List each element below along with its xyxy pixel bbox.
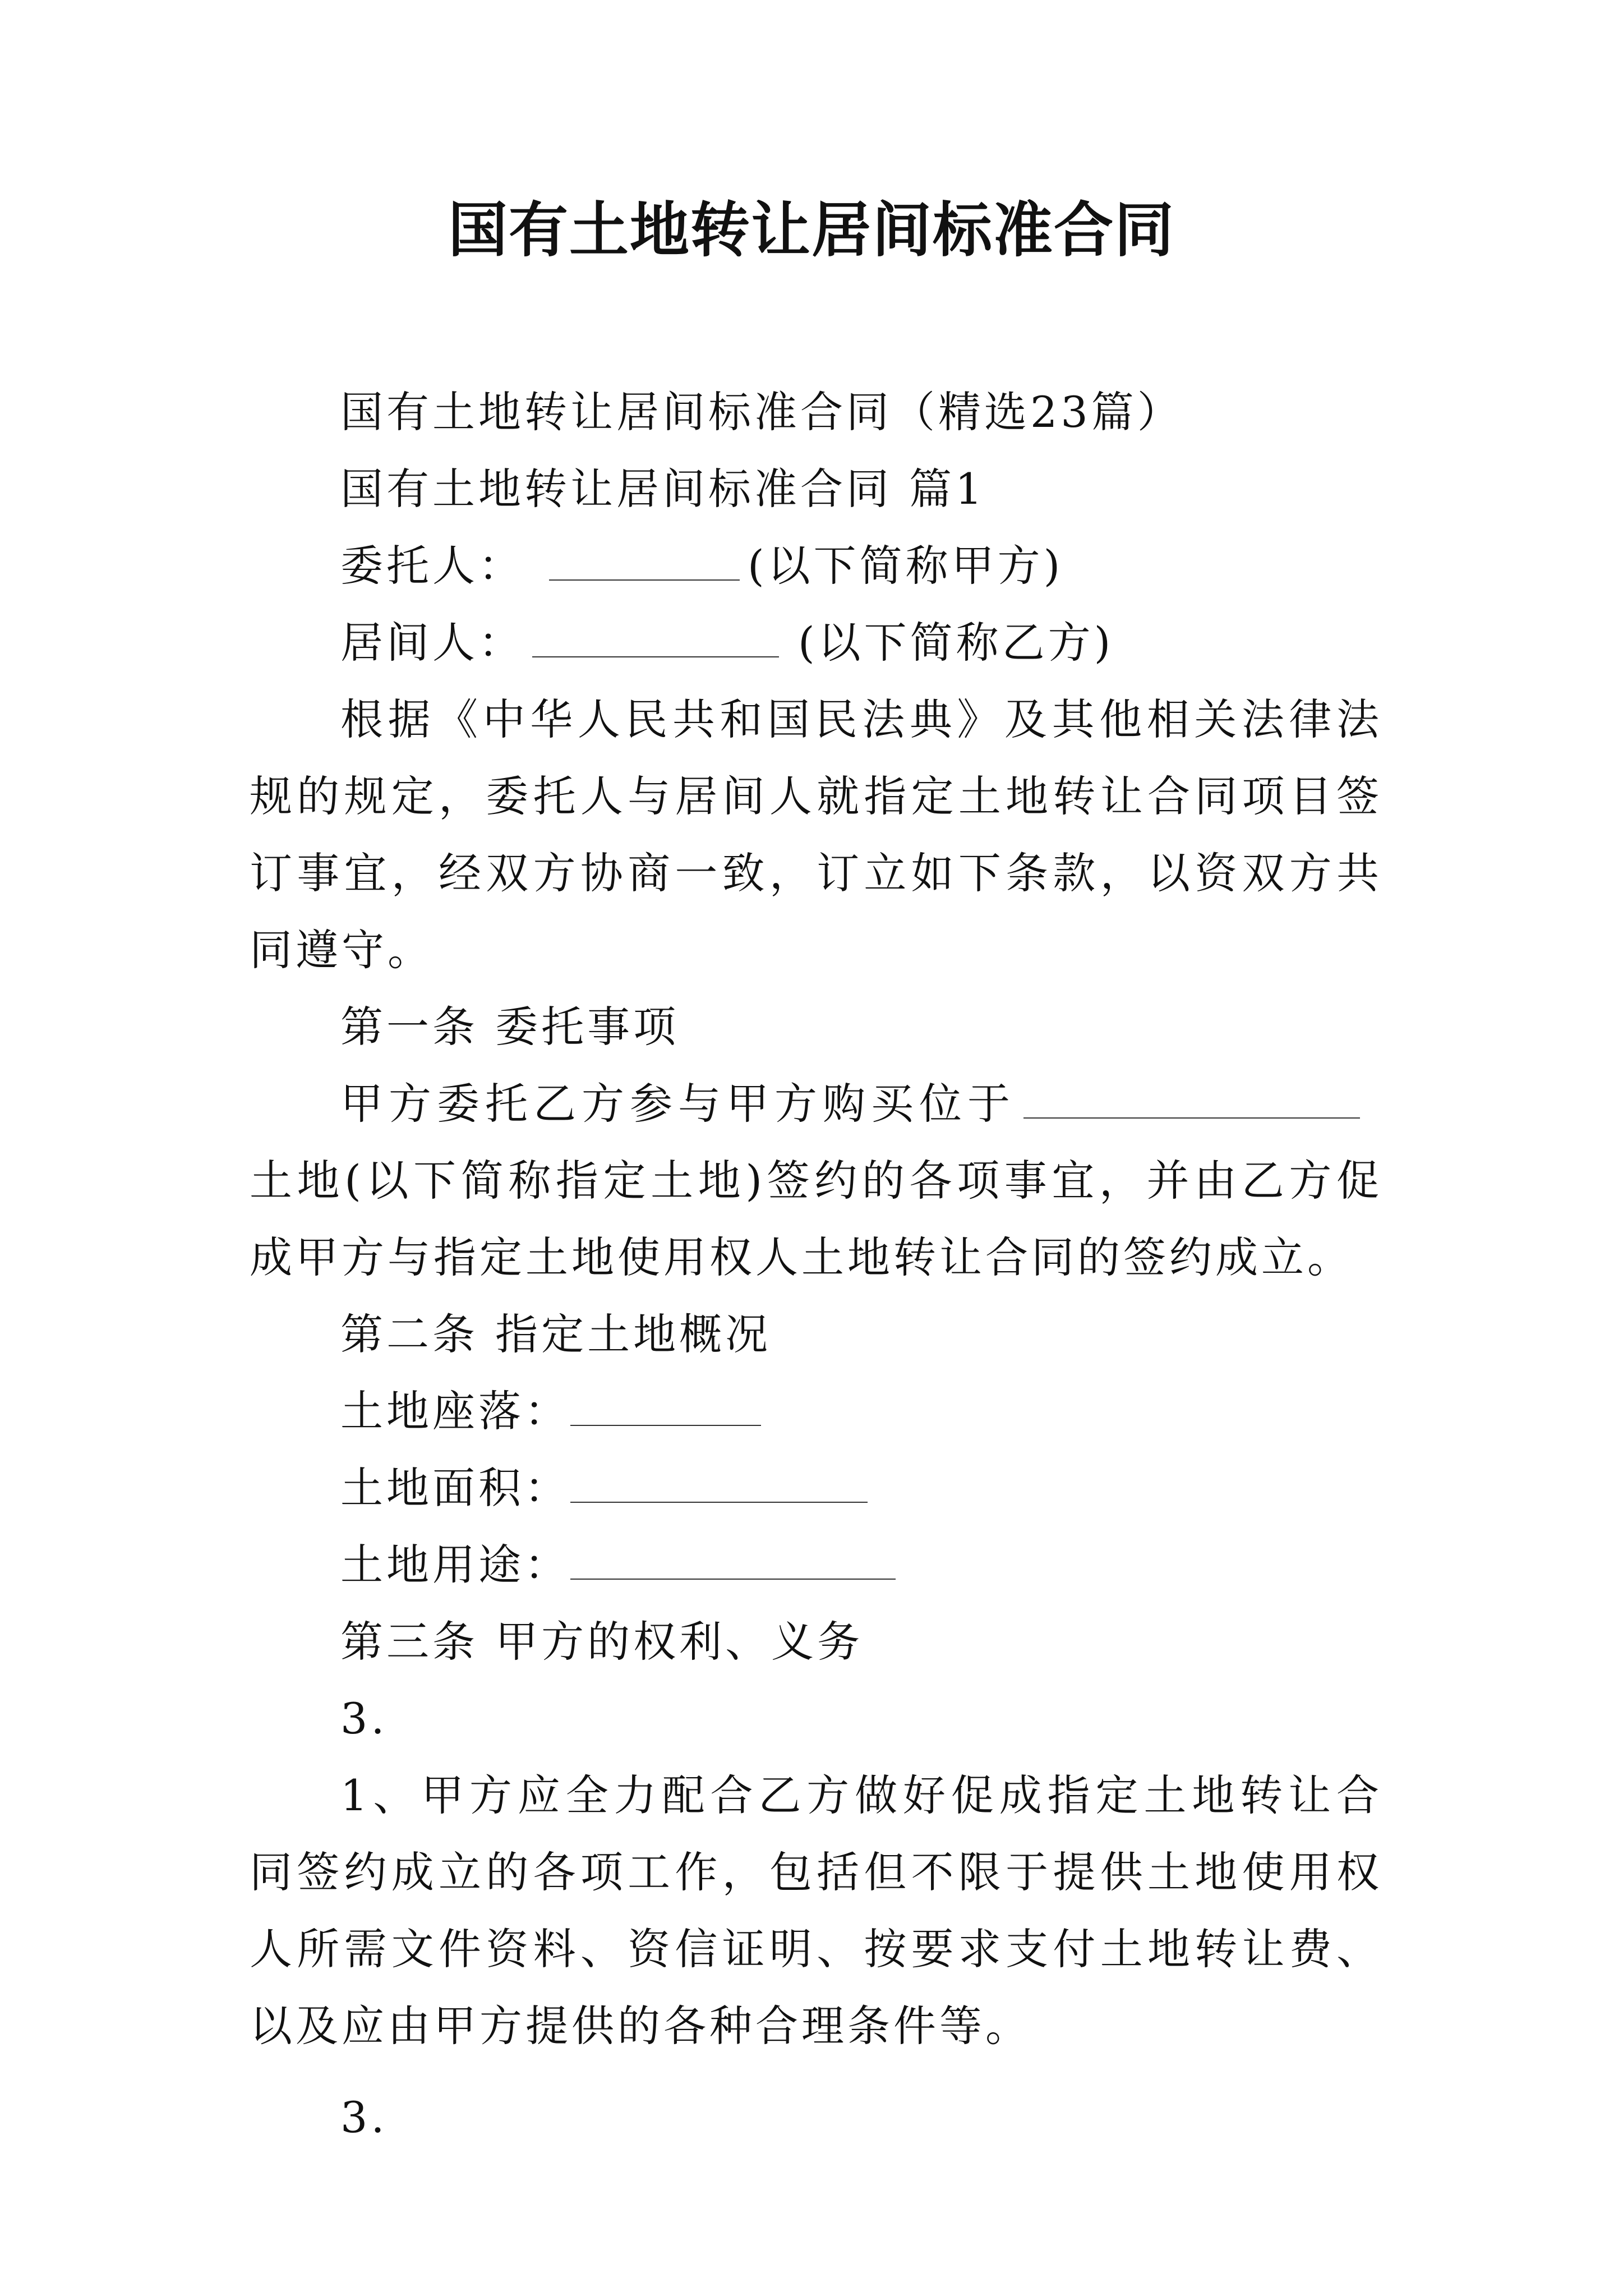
land-location-blank-inline [1023,1080,1360,1119]
land-area-line [250,1450,1382,1526]
article-1-text-a: 甲方委托乙方参与甲方购买位于 [340,1079,1016,1129]
principal-suffix: (以下简称甲方) [748,541,1064,591]
preamble-paragraph: 根据《中华人民共和国民法典》及其他相关法律法规的规定，委托人与居间人就指定土地转让合同项目签订事宜，经双方协商一致，订立如下条款，以资双方共同遵守。 [250,694,1382,975]
principal-label: 委托人： [340,541,524,591]
article-1-heading: 第一条 委托事项 [340,1002,680,1052]
article-1-text-b: 土地(以下简称指定土地)签约的各项事宜，并由乙方促成甲方与指定土地使用权人土地转让合同的签约成立。 [250,1156,1382,1282]
document-title: 国有土地转让居间标准合同 [448,195,1175,265]
principal-blank [549,542,740,581]
broker-label: 居间人： [340,618,524,668]
clause-1-paragraph: 1、甲方应全力配合乙方做好促成指定土地转让合同签约成立的各项工作，包括但不限于提供土地使用权人所需文件资料、资信证明、按要求支付土地转让费、以及应由甲方提供的各种合理条件等。 [250,1770,1382,2051]
item-number-1: 3. [340,1694,388,1743]
chapter-heading: 国有土地转让居间标准合同 篇1 [340,464,986,514]
item-number-2: 3. [340,2092,388,2142]
broker-blank [532,619,779,657]
principal-line [250,527,1382,604]
land-area-label: 土地面积： [340,1463,570,1513]
broker-suffix: (以下简称乙方) [798,618,1114,668]
land-use-label: 土地用途： [340,1540,570,1590]
land-location-blank [570,1388,761,1426]
article-1-paragraph [250,1065,1382,1296]
land-location-label: 土地座落： [340,1386,570,1436]
document-body [250,374,1382,2156]
article-3-heading: 第三条 甲方的权利、义务 [340,1617,864,1667]
land-use-blank [570,1542,896,1580]
broker-line [250,604,1382,681]
paragraph-gap [250,2064,1382,2079]
subtitle: 国有土地转让居间标准合同（精选23篇） [340,387,1183,437]
land-area-blank [570,1465,868,1503]
article-2-heading: 第二条 指定土地概况 [340,1309,772,1359]
land-location-line [250,1373,1382,1450]
land-use-line [250,1526,1382,1603]
